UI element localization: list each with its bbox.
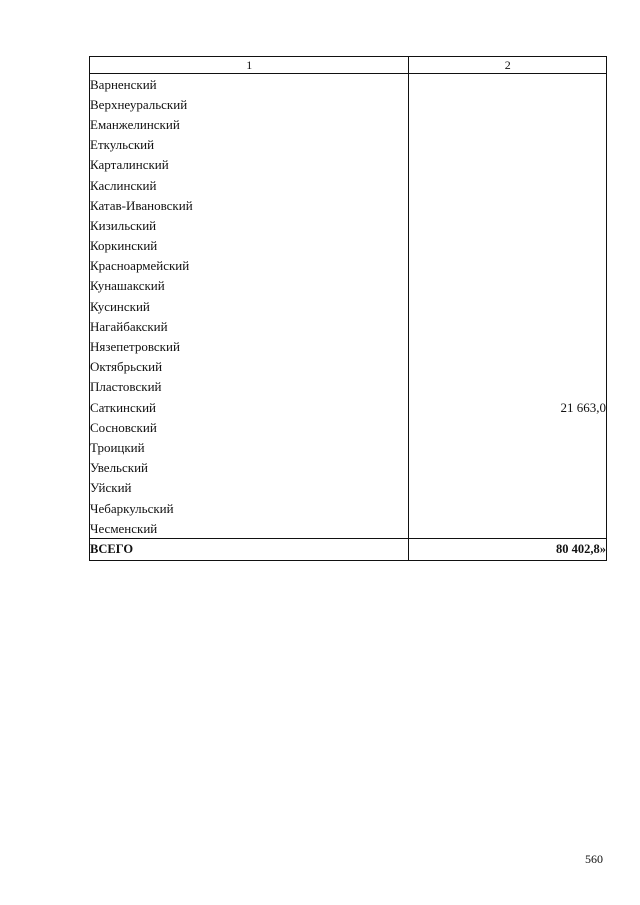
district-value (409, 458, 607, 478)
column-header-2: 2 (409, 57, 607, 74)
table-row (90, 377, 607, 397)
district-name: Сосновский (90, 417, 409, 437)
district-name: Коркинский (90, 236, 409, 256)
table-header-row (90, 57, 607, 74)
table-row (90, 498, 607, 518)
table-body (90, 74, 607, 561)
district-name: Еткульский (90, 135, 409, 155)
table-row (90, 135, 607, 155)
table-row (90, 357, 607, 377)
table-row (90, 417, 607, 437)
district-value (409, 518, 607, 539)
table-row (90, 397, 607, 417)
table-row (90, 236, 607, 256)
table-row (90, 215, 607, 235)
district-name: Нязепетровский (90, 336, 409, 356)
table-row (90, 336, 607, 356)
page-number: 560 (585, 852, 603, 866)
district-name: Красноармейский (90, 256, 409, 276)
table-row (90, 316, 607, 336)
table-row (90, 437, 607, 457)
district-value (409, 316, 607, 336)
district-value (409, 296, 607, 316)
district-value (409, 94, 607, 114)
total-value: 80 402,8» (409, 539, 607, 560)
district-name: Карталинский (90, 155, 409, 175)
table-row (90, 114, 607, 134)
table-row (90, 478, 607, 498)
district-value (409, 478, 607, 498)
total-label: ВСЕГО (90, 539, 409, 560)
district-value (409, 357, 607, 377)
district-name: Чебаркульский (90, 498, 409, 518)
district-name: Кунашакский (90, 276, 409, 296)
district-name: Верхнеуральский (90, 94, 409, 114)
district-name: Уйский (90, 478, 409, 498)
district-name: Еманжелинский (90, 114, 409, 134)
table-row (90, 276, 607, 296)
district-name: Чесменский (90, 518, 409, 539)
district-value (409, 437, 607, 457)
district-value (409, 236, 607, 256)
district-name: Троицкий (90, 437, 409, 457)
district-value: 21 663,0 (409, 397, 607, 417)
district-value (409, 215, 607, 235)
table-row (90, 458, 607, 478)
district-name: Каслинский (90, 175, 409, 195)
table-row (90, 94, 607, 114)
district-value (409, 377, 607, 397)
district-value (409, 336, 607, 356)
district-value (409, 135, 607, 155)
district-name: Катав-Ивановский (90, 195, 409, 215)
district-name: Нагайбакский (90, 316, 409, 336)
district-value (409, 74, 607, 95)
total-row (90, 539, 607, 560)
table-row (90, 518, 607, 539)
district-name: Октябрьский (90, 357, 409, 377)
district-value (409, 195, 607, 215)
district-name: Увельский (90, 458, 409, 478)
district-table (89, 56, 607, 561)
table-row (90, 296, 607, 316)
district-value (409, 175, 607, 195)
table-row (90, 155, 607, 175)
table-row (90, 74, 607, 95)
district-value (409, 276, 607, 296)
district-name: Кусинский (90, 296, 409, 316)
district-name: Кизильский (90, 215, 409, 235)
table-row (90, 256, 607, 276)
district-value (409, 155, 607, 175)
column-header-1: 1 (90, 57, 409, 74)
district-value (409, 114, 607, 134)
table-row (90, 195, 607, 215)
district-name: Варненский (90, 74, 409, 95)
district-name: Пластовский (90, 377, 409, 397)
table-row (90, 175, 607, 195)
district-value (409, 256, 607, 276)
district-name: Саткинский (90, 397, 409, 417)
district-value (409, 417, 607, 437)
district-value (409, 498, 607, 518)
